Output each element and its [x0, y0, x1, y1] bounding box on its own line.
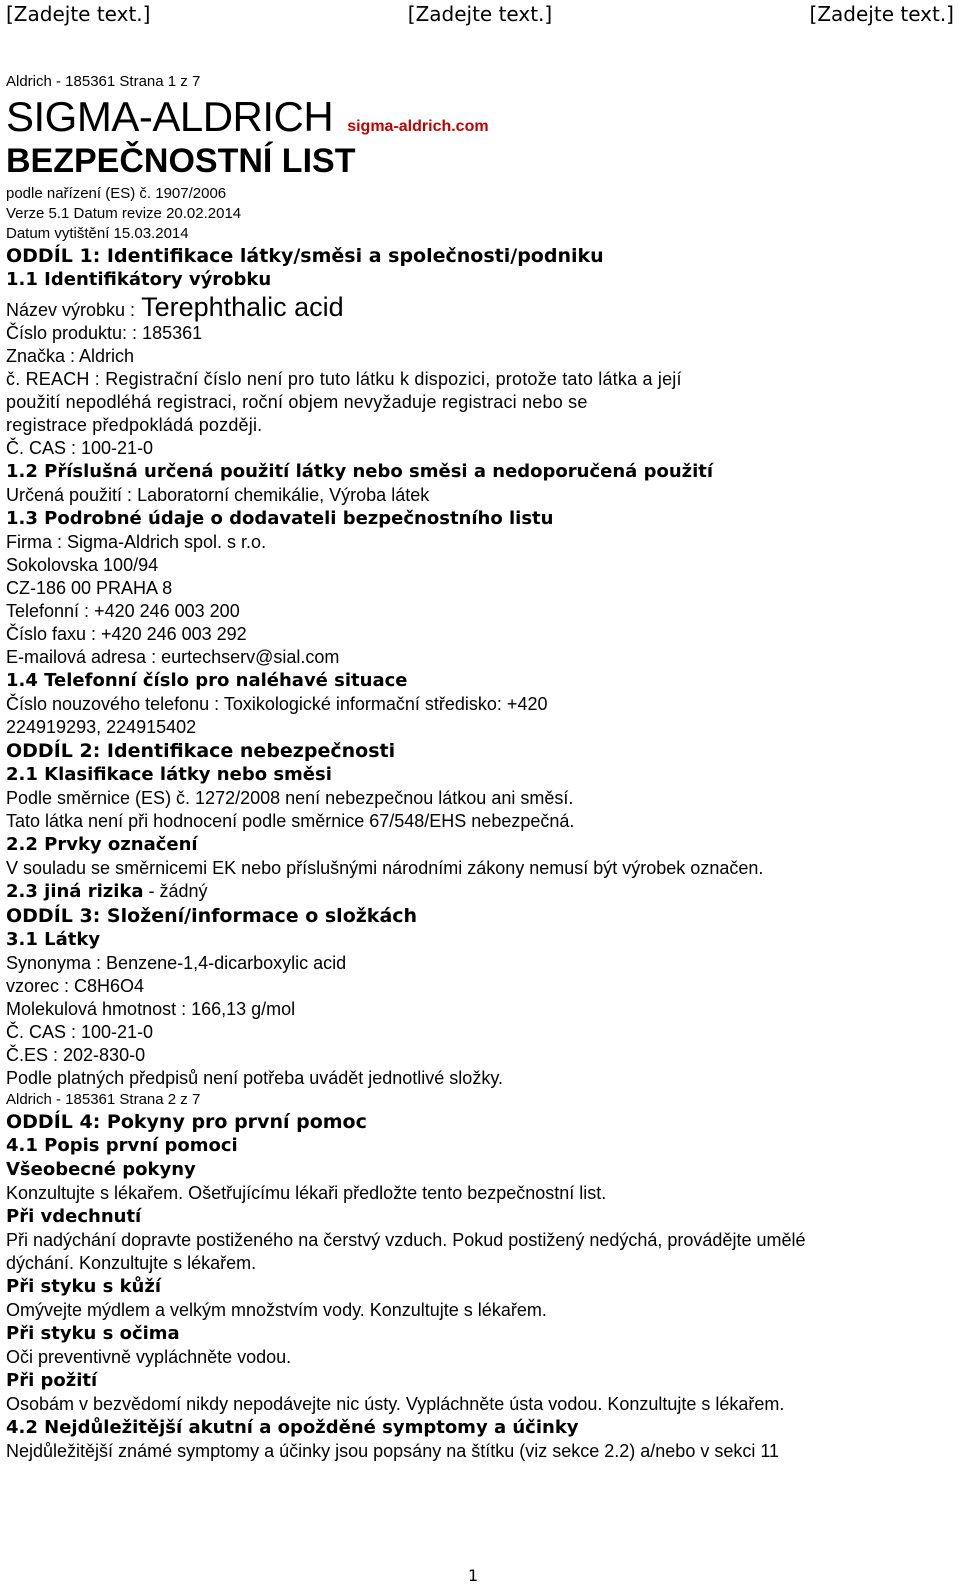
subsection-1-2-heading: 1.2 Příslušná určená použití látky nebo směsi a nedoporučená použití: [6, 461, 714, 482]
print-date-line: Datum vytištění 15.03.2014: [6, 225, 189, 242]
subsection-4-2-heading: 4.2 Nejdůležitější akutní a opožděné symptomy a účinky: [6, 1417, 579, 1438]
company-line: Firma : Sigma-Aldrich spol. s r.o.: [6, 532, 267, 552]
section-3-heading: ODDÍL 3: Složení/informace o složkách: [6, 905, 418, 927]
general-advice-text: Konzultujte s lékařem. Ošetřujícímu lékaři předložte tento bezpečnostní list.: [6, 1183, 607, 1203]
regulation-line: podle nařízení (ES) č. 1907/2006: [6, 185, 227, 202]
eye-contact-heading: Při styku s očima: [6, 1323, 180, 1344]
ingestion-heading: Při požití: [6, 1370, 98, 1391]
email-line: E-mailová adresa : eurtechserv@sial.com: [6, 647, 340, 667]
phone-line: Telefonní : +420 246 003 200: [6, 601, 240, 621]
subsection-2-3-row: [6, 880, 946, 904]
es-line: Č.ES : 202-830-0: [6, 1045, 146, 1065]
document-content: [6, 72, 946, 1463]
subsection-1-1-heading: 1.1 Identifikátory výrobku: [6, 269, 272, 290]
subsection-3-1-heading: 3.1 Látky: [6, 929, 101, 950]
skin-contact-text: Omývejte mýdlem a velkým množstvím vody. Konzultujte s lékařem.: [6, 1300, 547, 1320]
reach-line-3: registrace předpokládá později.: [6, 415, 263, 435]
section-2-heading: ODDÍL 2: Identifikace nebezpečnosti: [6, 740, 396, 762]
ingestion-text: Osobám v bezvědomí nikdy nepodávejte nic ústy. Vypláchněte ústa vodou. Konzultujte s lékařem.: [6, 1394, 785, 1414]
section-1-heading: ODDÍL 1: Identifikace látky/směsi a společnosti/podniku: [6, 245, 604, 267]
components-note-line: Podle platných předpisů není potřeba uvádět jednotlivé složky.: [6, 1068, 503, 1088]
header-right-placeholder: [Zadejte text.]: [809, 2, 954, 26]
inhalation-text-line-2: dýchání. Konzultujte s lékařem.: [6, 1253, 257, 1273]
product-name-label: Název výrobku :: [6, 300, 136, 320]
brand-row: [6, 94, 946, 140]
symptoms-text: Nejdůležitější známé symptomy a účinky jsou popsány na štítku (viz sekce 2.2) a/nebo v sekci 11: [6, 1441, 780, 1461]
product-number-line: Číslo produktu: : 185361: [6, 323, 203, 343]
emergency-line-2: 224919293, 224915402: [6, 717, 197, 737]
molecular-weight-line: Molekulová hmotnost : 166,13 g/mol: [6, 999, 296, 1019]
fax-line: Číslo faxu : +420 246 003 292: [6, 624, 247, 644]
subsection-2-3-heading: 2.3 jiná rizika: [6, 881, 144, 902]
document-meta-page-1: Aldrich - 185361 Strana 1 z 7: [6, 73, 201, 90]
subsection-1-3-heading: 1.3 Podrobné údaje o dodavateli bezpečnostního listu: [6, 508, 554, 529]
product-name-value: Terephthalic acid: [141, 292, 344, 322]
formula-line: vzorec : C8H6O4: [6, 976, 145, 996]
subsection-2-1-heading: 2.1 Klasifikace látky nebo směsi: [6, 764, 332, 785]
page-header: [6, 2, 954, 26]
cas-line-2: Č. CAS : 100-21-0: [6, 1022, 154, 1042]
eye-contact-text: Oči preventivně vypláchněte vodou.: [6, 1347, 292, 1367]
classification-line-1: Podle směrnice (ES) č. 1272/2008 není nebezpečnou látkou ani směsí.: [6, 788, 574, 808]
document-title: BEZPEČNOSTNÍ LIST: [6, 142, 356, 180]
skin-contact-heading: Při styku s kůží: [6, 1276, 162, 1297]
inhalation-text-line-1: Při nadýchání dopravte postiženého na čerstvý vzduch. Pokud postižený nedýchá, provádějte umělé: [6, 1230, 806, 1250]
reach-line-1: č. REACH : Registrační číslo není pro tuto látku k dispozici, protože tato látka a její: [6, 369, 682, 389]
inhalation-heading: Při vdechnutí: [6, 1206, 142, 1227]
reach-line-2: použití nepodléhá registraci, roční objem nevyžaduje registraci nebo se: [6, 392, 588, 412]
synonyms-line: Synonyma : Benzene-1,4-dicarboxylic acid: [6, 953, 347, 973]
document-meta-page-2: Aldrich - 185361 Strana 2 z 7: [6, 1091, 201, 1108]
version-line: Verze 5.1 Datum revize 20.02.2014: [6, 205, 242, 222]
subsection-2-3-value: - žádný: [143, 881, 208, 901]
product-name-row: [6, 292, 946, 322]
brand-site-link[interactable]: sigma-aldrich.com: [347, 118, 489, 135]
city-line: CZ-186 00 PRAHA 8: [6, 578, 173, 598]
emergency-line-1: Číslo nouzového telefonu : Toxikologické informační středisko: +420: [6, 694, 548, 714]
header-center-placeholder: [Zadejte text.]: [407, 2, 553, 26]
page-number: 1: [468, 1566, 479, 1585]
header-left-placeholder: [Zadejte text.]: [6, 2, 151, 26]
subsection-1-4-heading: 1.4 Telefonní číslo pro naléhavé situace: [6, 670, 408, 691]
label-elements-line: V souladu se směrnicemi EK nebo příslušnými národními zákony nemusí být výrobek označen.: [6, 858, 764, 878]
brand-name: SIGMA-ALDRICH: [6, 93, 334, 140]
general-advice-heading: Všeobecné pokyny: [6, 1159, 196, 1180]
intended-use-line: Určená použití : Laboratorní chemikálie, Výroba látek: [6, 485, 430, 505]
street-line: Sokolovska 100/94: [6, 555, 159, 575]
section-4-heading: ODDÍL 4: Pokyny pro první pomoc: [6, 1111, 367, 1133]
subsection-4-1-heading: 4.1 Popis první pomoci: [6, 1135, 238, 1156]
brand-line: Značka : Aldrich: [6, 346, 135, 366]
classification-line-2: Tato látka není při hodnocení podle směrnice 67/548/EHS nebezpečná.: [6, 811, 575, 831]
subsection-2-2-heading: 2.2 Prvky označení: [6, 834, 198, 855]
cas-line-1: Č. CAS : 100-21-0: [6, 438, 154, 458]
